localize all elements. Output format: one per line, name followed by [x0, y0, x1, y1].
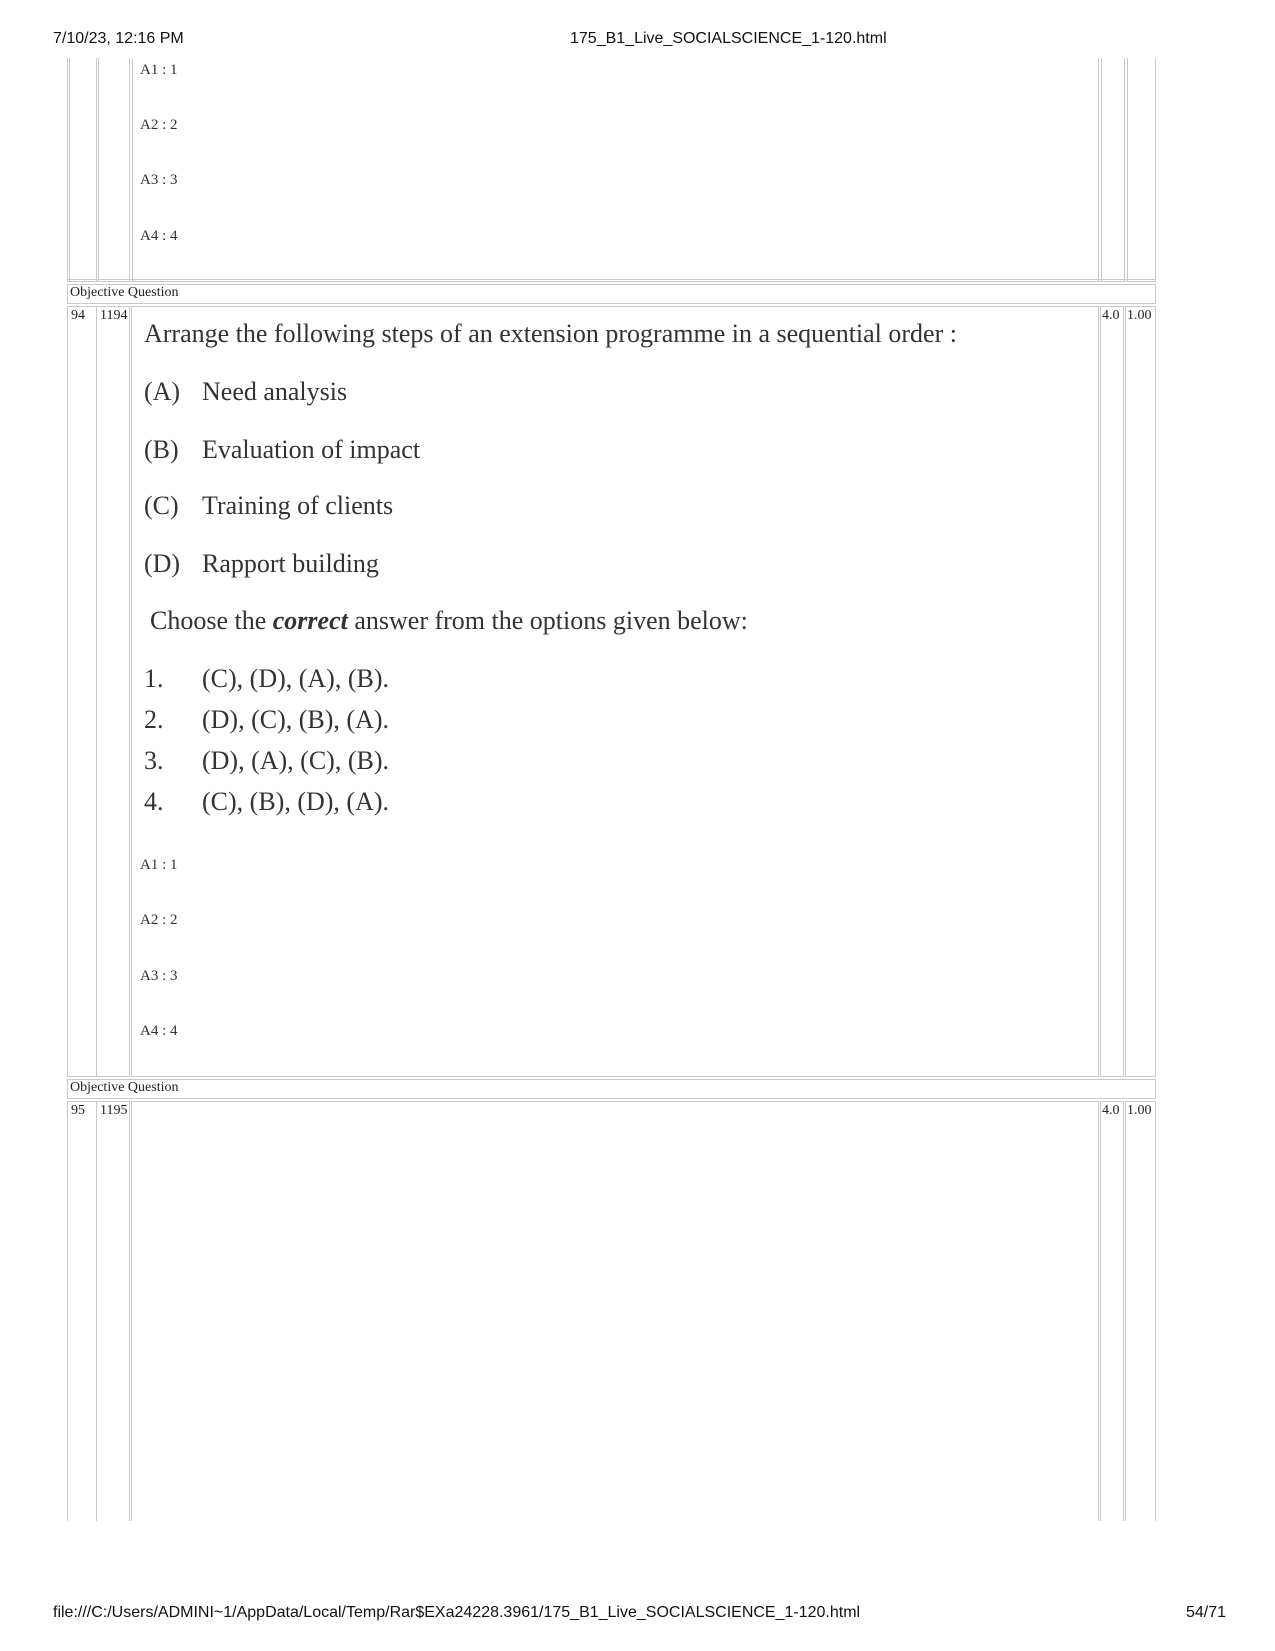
option-number-1: 1. [144, 664, 164, 693]
print-datetime: 7/10/23, 12:16 PM [53, 30, 184, 47]
answer-option-2: A2 : 2 [140, 912, 178, 928]
item-text-d: Rapport building [202, 549, 379, 578]
question-type-label: Objective Question [70, 285, 179, 300]
question-serial: 95 [71, 1103, 85, 1118]
question-negative-marks: 1.00 [1127, 308, 1152, 323]
marks-cell [1100, 306, 1124, 1077]
instruction-emphasis: correct [272, 606, 348, 635]
question-id: 1194 [100, 308, 128, 323]
print-page-number: 54/71 [1186, 1604, 1227, 1621]
item-label-c: (C) [144, 491, 179, 520]
answer-option-1: A1 : 1 [140, 857, 178, 873]
prev-answer-1: A1 : 1 [140, 62, 178, 78]
option-text-3: (D), (A), (C), (B). [202, 746, 390, 775]
marks-cell [1100, 1101, 1124, 1521]
serial-cell [67, 1101, 97, 1521]
item-text-c: Training of clients [202, 491, 394, 520]
option-text-2: (D), (C), (B), (A). [202, 705, 390, 734]
question-body-cell [131, 1101, 1099, 1521]
item-label-a: (A) [144, 377, 181, 406]
question-stem: Arrange the following steps of an extension programme in a sequential order : [144, 319, 957, 348]
question-negative-marks: 1.00 [1127, 1103, 1152, 1118]
answer-option-4: A4 : 4 [140, 1023, 178, 1039]
instruction-tail: answer from the options given below: [347, 606, 748, 635]
item-text-a: Need analysis [202, 377, 348, 406]
print-title: 175_B1_Live_SOCIALSCIENCE_1-120.html [570, 30, 887, 47]
print-file-path: file:///C:/Users/ADMINI~1/AppData/Local/Temp/Rar$EXa24228.3961/175_B1_Live_SOCIALSCIENCE_1-120.html [53, 1604, 861, 1621]
option-text-1: (C), (D), (A), (B). [202, 664, 390, 693]
option-number-2: 2. [144, 705, 164, 734]
question-type-label: Objective Question [70, 1080, 179, 1095]
question-type-row [67, 284, 1156, 304]
question-marks: 4.0 [1102, 1103, 1120, 1118]
question-type-row [67, 1079, 1156, 1099]
id-cell [96, 1101, 130, 1521]
option-text-4: (C), (B), (D), (A). [202, 787, 390, 816]
negative-marks-cell [1125, 306, 1156, 1077]
question-instruction [150, 606, 748, 636]
item-label-d: (D) [144, 549, 181, 578]
negative-marks-cell [1125, 1101, 1156, 1521]
answer-option-3: A3 : 3 [140, 968, 178, 984]
question-marks: 4.0 [1102, 308, 1120, 323]
prev-answer-4: A4 : 4 [140, 228, 178, 244]
instruction-lead: Choose the [150, 606, 273, 635]
item-label-b: (B) [144, 435, 179, 464]
prev-answer-3: A3 : 3 [140, 172, 178, 188]
serial-cell [67, 306, 97, 1077]
item-text-b: Evaluation of impact [202, 435, 421, 464]
id-cell [96, 306, 130, 1077]
prev-answer-2: A2 : 2 [140, 117, 178, 133]
option-number-3: 3. [144, 746, 164, 775]
question-id: 1195 [100, 1103, 128, 1118]
option-number-4: 4. [144, 787, 164, 816]
question-serial: 94 [71, 308, 85, 323]
